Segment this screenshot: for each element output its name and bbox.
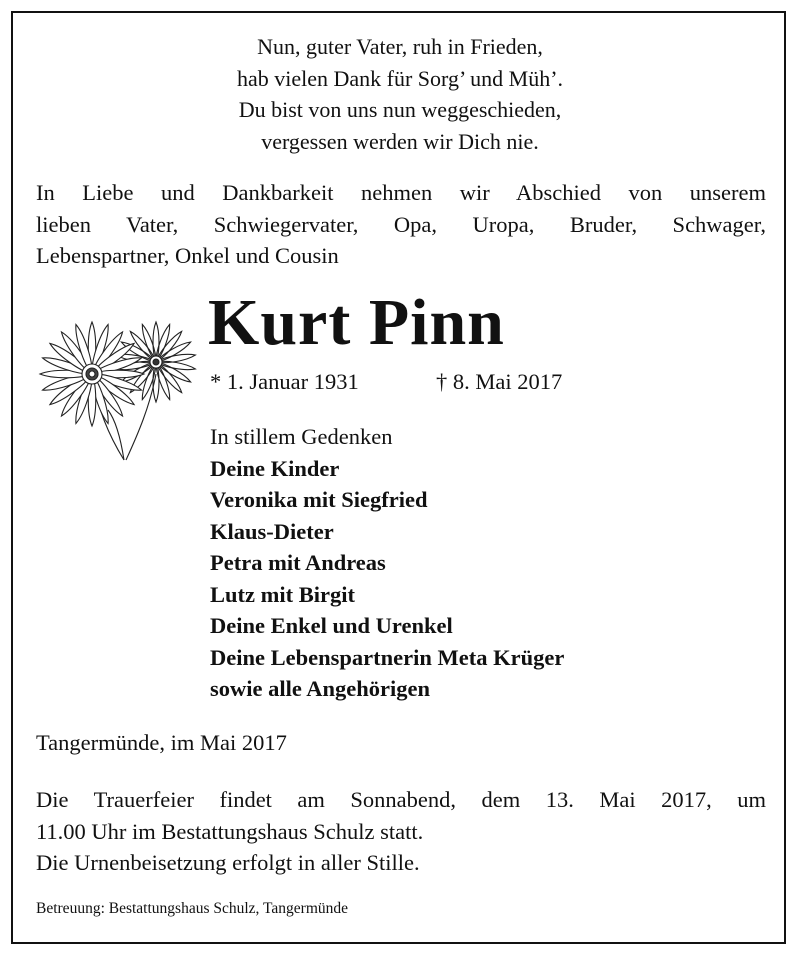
mourners-intro: In stillem Gedenken bbox=[210, 424, 393, 449]
funeral-line: Die Urnenbeisetzung erfolgt in aller Stille. bbox=[36, 850, 420, 875]
mourner-name: Petra mit Andreas bbox=[210, 550, 386, 575]
mourner-name: Klaus-Dieter bbox=[210, 518, 334, 544]
poem-line: Du bist von uns nun weggeschieden, bbox=[238, 97, 562, 122]
death-date: † 8. Mai 2017 bbox=[436, 369, 563, 394]
birth-date: * 1. Januar 1931 bbox=[210, 369, 359, 394]
mourner-name: Veronika mit Siegfried bbox=[210, 487, 428, 512]
deceased-name: Kurt Pinn bbox=[208, 286, 505, 359]
mourner-name: Deine Lebenspartnerin Meta Krüger bbox=[210, 644, 565, 670]
mourner-name: Deine Enkel und Urenkel bbox=[210, 613, 453, 638]
intro-line: In Liebe und Dankbarkeit nehmen wir Abschied von unserem bbox=[36, 180, 766, 205]
poem-line: hab vielen Dank für Sorg’ und Müh’. bbox=[236, 65, 564, 91]
poem bbox=[0, 31, 800, 157]
mourner-name: sowie alle Angehörigen bbox=[210, 676, 430, 701]
poem-line: vergessen werden wir Dich nie. bbox=[261, 128, 539, 154]
mourner-name: Deine Kinder bbox=[210, 455, 340, 481]
mourner-name: Lutz mit Birgit bbox=[210, 581, 355, 607]
poem-line: Nun, guter Vater, ruh in Frieden, bbox=[257, 34, 543, 59]
care-note: Betreuung: Bestattungshaus Schulz, Tangermünde bbox=[36, 900, 349, 917]
intro-line: Lebenspartner, Onkel und Cousin bbox=[36, 243, 339, 268]
funeral-line: 11.00 Uhr im Bestattungshaus Schulz statt. bbox=[36, 818, 424, 844]
funeral-info bbox=[36, 784, 766, 879]
intro-line: lieben Vater, Schwiegervater, Opa, Uropa, Bruder, Schwager, bbox=[36, 211, 766, 237]
place-date: Tangermünde, im Mai 2017 bbox=[36, 730, 287, 755]
intro-text bbox=[36, 177, 766, 272]
flowers-icon bbox=[28, 314, 200, 462]
funeral-line: Die Trauerfeier findet am Sonnabend, dem 13. Mai 2017, um bbox=[36, 787, 766, 812]
mourners-list bbox=[210, 421, 564, 705]
